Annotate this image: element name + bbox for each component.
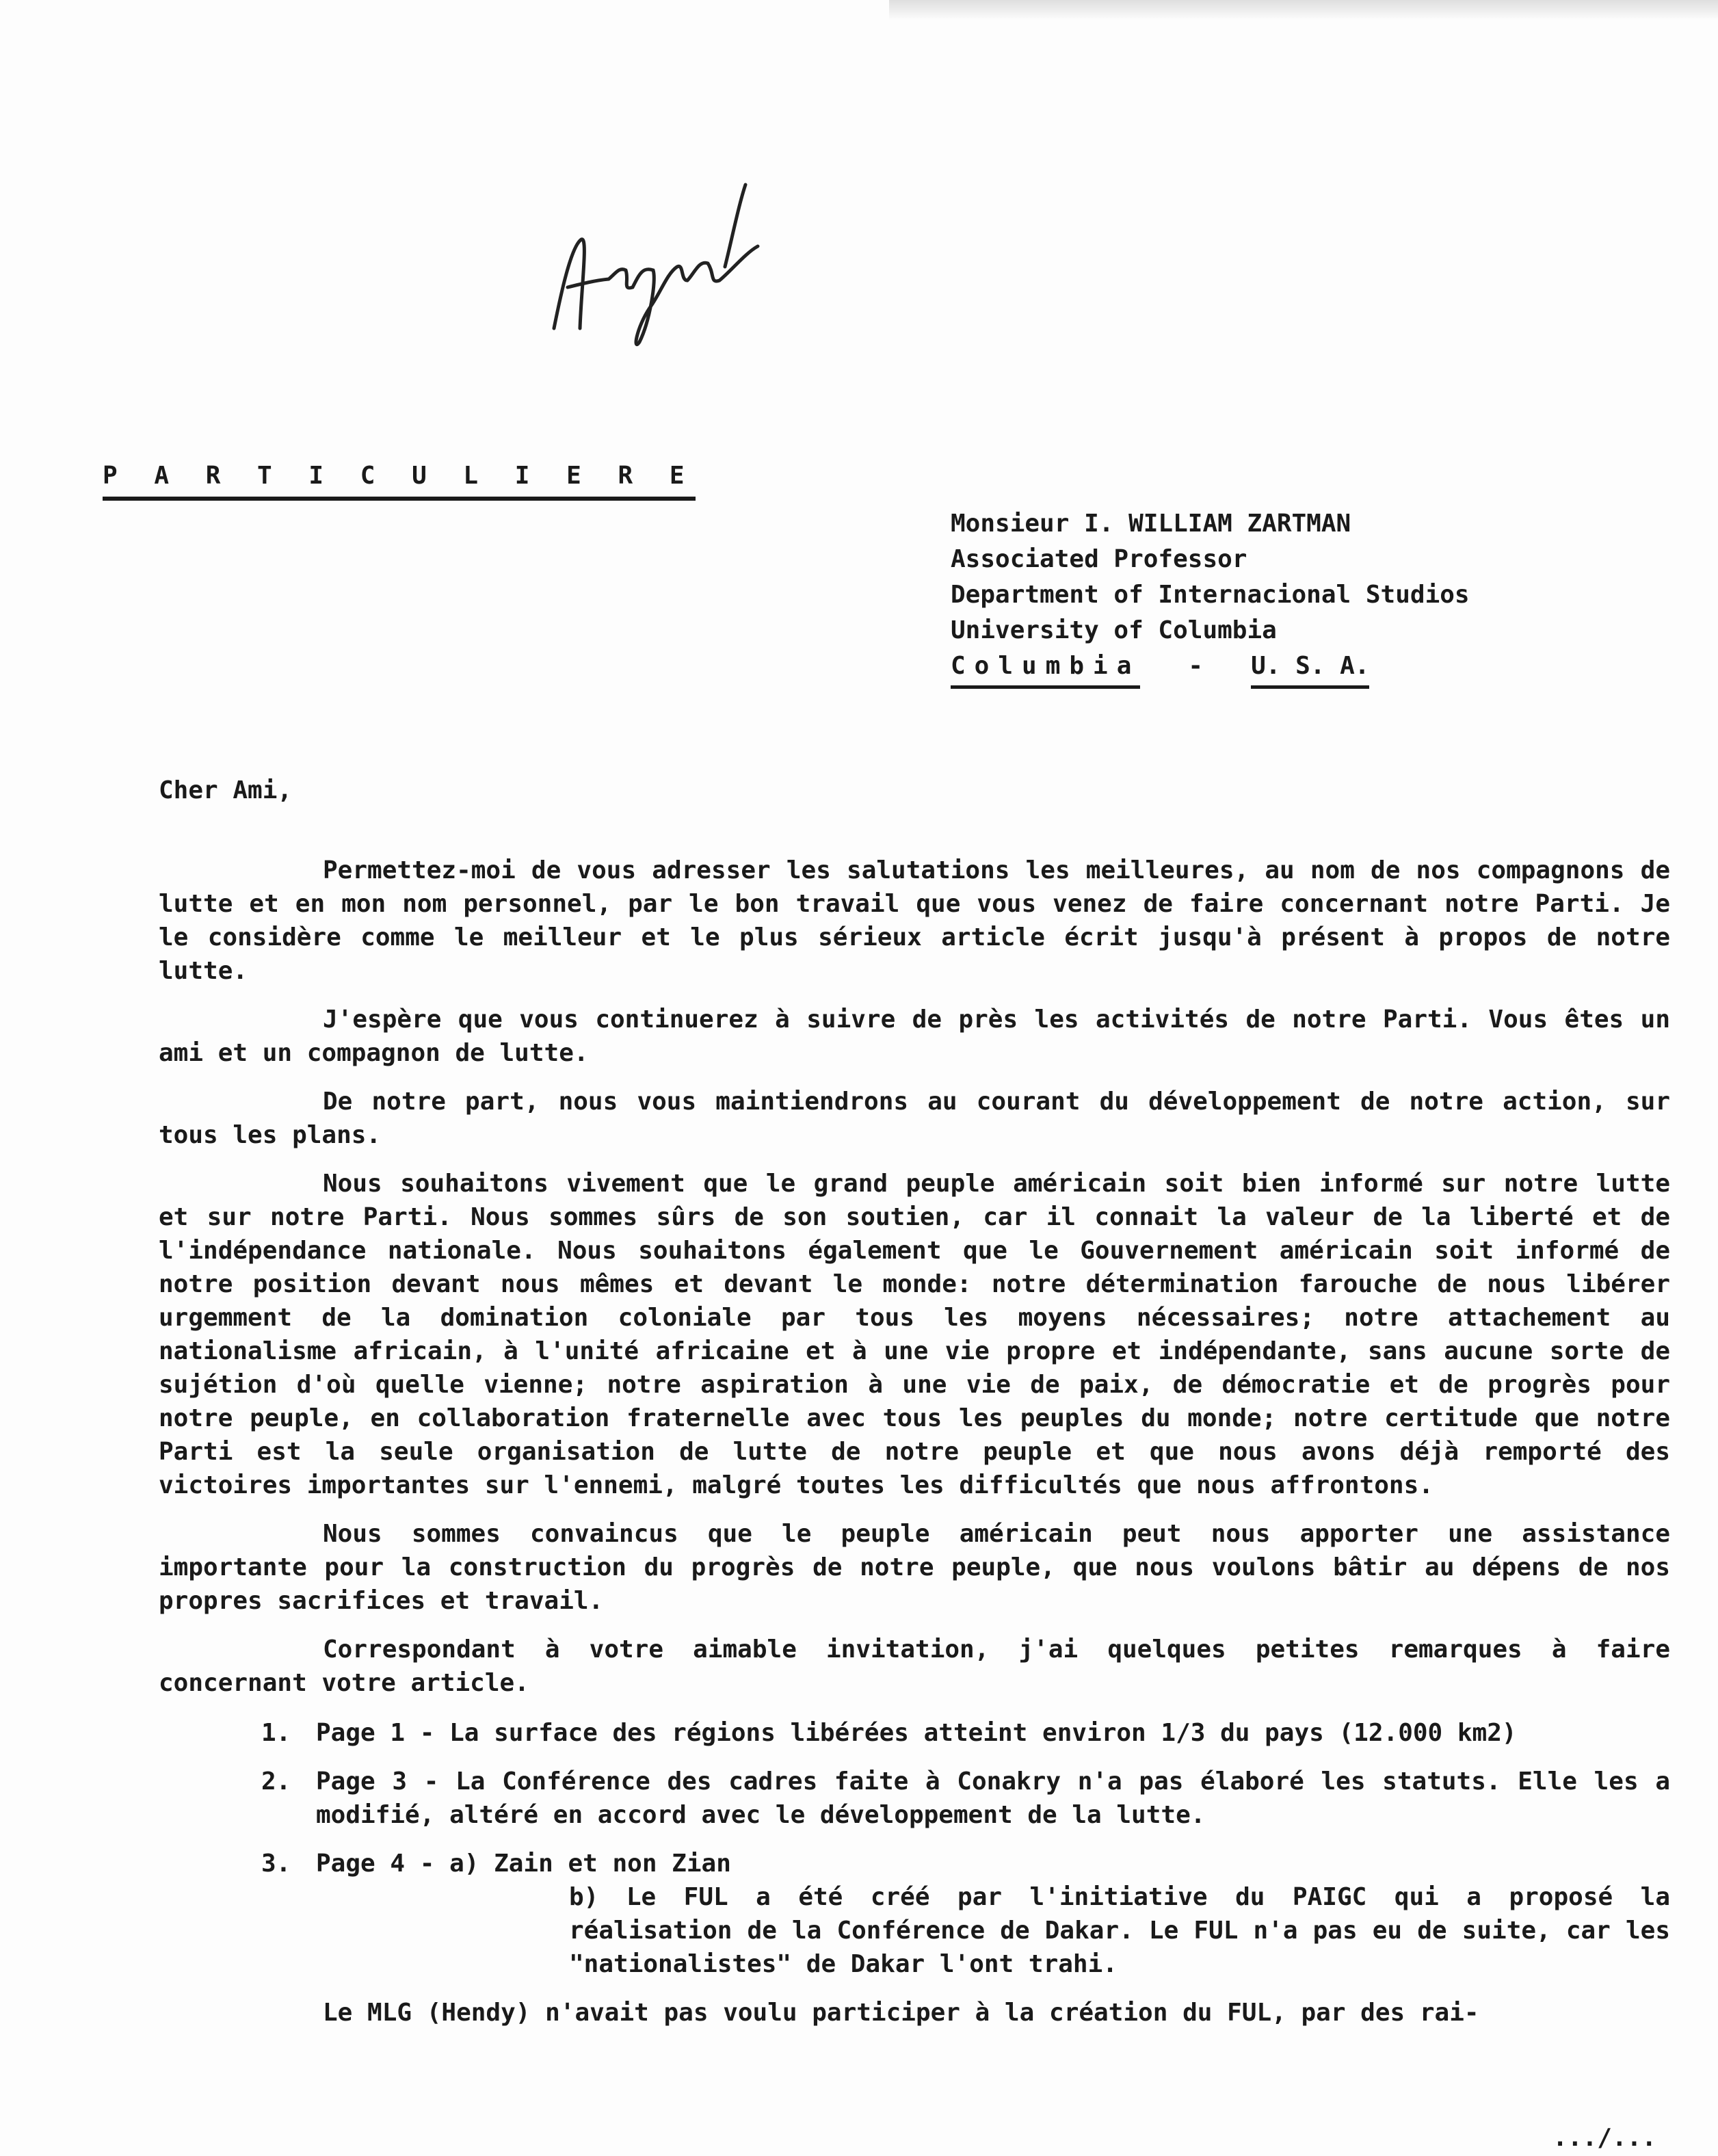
list-text: Page 1 - La surface des régions libérées atteint environ 1/3 du pays (12.000 km2) — [316, 1719, 1517, 1747]
list-subtext: b) Le FUL a été créé par l'initiative du PAIGC qui a proposé la réalisation de la Conférence de Dakar. Le FUL n'a pas eu de suite, car les "nationalistes" de Dakar l'ont trahi. — [569, 1883, 1670, 1978]
recipient-location — [951, 648, 1470, 689]
list-number: 2. — [261, 1767, 291, 1796]
recipient-department: Department of Internacional Studios — [951, 581, 1470, 609]
recipient-university: University of Columbia — [951, 616, 1277, 644]
handwritten-signature — [540, 171, 773, 369]
letter-body — [159, 854, 1670, 2045]
paragraph: Correspondant à votre aimable invitation, j'ai quelques petites remarques à faire concernant votre article. — [159, 1635, 1670, 1697]
scan-shadow — [889, 0, 1718, 21]
paragraph: Nous sommes convaincus que le peuple américain peut nous apporter une assistance importante pour la construction du progrès de notre peuple, que nous voulons bâtir au dépens de nos propres sacrifices et travail. — [159, 1520, 1670, 1615]
list-text: Page 3 - La Conférence des cadres faite à Conakry n'a pas élaboré les statuts. Elle les a modifié, altéré en accord avec le développement de la lutte. — [316, 1767, 1670, 1829]
greeting: Cher Ami, — [159, 776, 293, 804]
list-number: 1. — [261, 1719, 291, 1747]
list-item — [159, 1765, 1670, 1832]
recipient-position: Associated Professor — [951, 545, 1247, 573]
paragraph: J'espère que vous continuerez à suivre de près les activités de notre Parti. Vous êtes un ami et un compagnon de lutte. — [159, 1005, 1670, 1067]
paragraph: De notre part, nous vous maintiendrons au courant du développement de notre action, sur tous les plans. — [159, 1088, 1670, 1149]
continuation-mark: .../... — [1552, 2124, 1656, 2152]
closing-paragraph: Le MLG (Hendy) n'avait pas voulu participer à la création du FUL, par des rai- — [323, 1999, 1479, 2027]
list-item — [159, 1716, 1670, 1750]
list-item — [159, 1847, 1670, 1981]
paragraph: Permettez-moi de vous adresser les salutations les meilleures, au nom de nos compagnons de lutte et en mon nom personnel, par le bon travail que vous venez de faire concernant notre Parti. Je le considère comme le meilleur et le plus sérieux article écrit jusqu'à présent à propos de notre lutte. — [159, 856, 1670, 985]
document-title: P A R T I C U L I E R E — [103, 462, 696, 501]
location-separator: - — [1188, 652, 1204, 680]
recipient-name: Monsieur I. WILLIAM ZARTMAN — [951, 510, 1351, 538]
list-number: 3. — [261, 1850, 291, 1878]
recipient-address — [951, 506, 1470, 689]
remarks-list — [159, 1716, 1670, 1981]
recipient-city: Columbia — [951, 648, 1140, 689]
recipient-country: U. S. A. — [1251, 648, 1369, 689]
paragraph: Nous souhaitons vivement que le grand peuple américain soit bien informé sur notre lutte et sur notre Parti. Nous sommes sûrs de son soutien, car il connait la valeur de la liberté et de l'indépendance nationale. Nous souhaitons également que le Gouvernement américain soit informé de notre position devant nous mêmes et devant le monde: notre détermination farouche de nous libérer urgemment de la domination coloniale par tous les moyens nécessaires; notre attachement au nationalisme africain, à l'unité africaine et à une vie propre et indépendante, sans aucune sorte de sujétion d'où quelle vienne; notre aspiration à une vie de paix, de démocratie et de progrès pour notre peuple, en collaboration fraternelle avec tous les peuples du monde; notre certitude que notre Parti est la seule organisation de lutte de notre peuple et que nous avons déjà remporté des victoires importantes sur l'ennemi, malgré toutes les difficultés que nous affrontons. — [159, 1170, 1670, 1499]
list-text: Page 4 - a) Zain et non Zian — [316, 1850, 731, 1878]
